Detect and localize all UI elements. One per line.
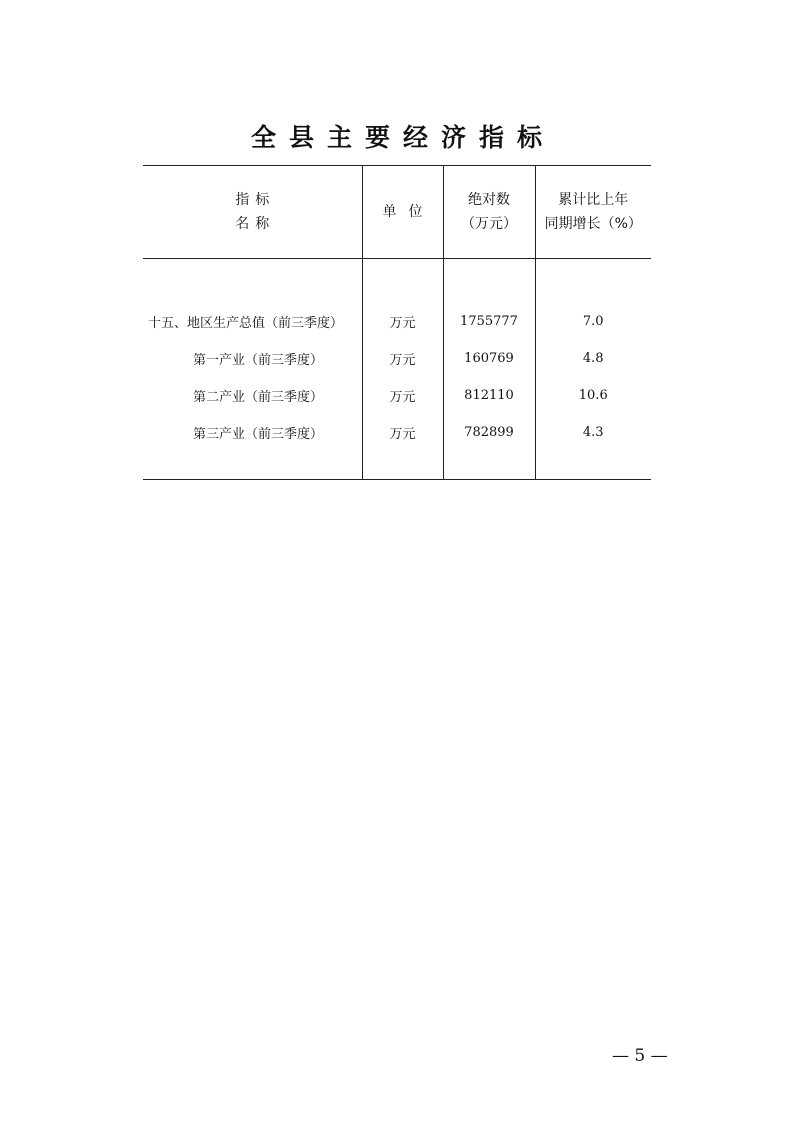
indicator-name: 第一产业（前三季度）: [193, 353, 324, 368]
indicator-name: 十五、地区生产总值（前三季度）: [148, 316, 344, 331]
header-absolute-line2: （万元）: [461, 216, 517, 232]
indicator-unit: 万元: [362, 414, 443, 451]
header-indicator-line1: 指标: [235, 192, 276, 208]
page-number: — 5 —: [612, 1046, 668, 1066]
indicator-value: 812110: [443, 377, 535, 414]
header-absolute-line1: 绝对数: [468, 192, 510, 208]
indicator-name: 第三产业（前三季度）: [193, 427, 324, 442]
header-growth-line1: 累计比上年: [558, 192, 629, 208]
header-indicator-name: [143, 166, 362, 259]
indicator-growth: 4.3: [535, 414, 651, 451]
table-row: [143, 340, 651, 377]
table-row: [143, 303, 651, 340]
header-growth-rate: [535, 166, 651, 259]
indicator-growth: 10.6: [535, 377, 651, 414]
indicator-unit: 万元: [362, 303, 443, 340]
indicator-value: 782899: [443, 414, 535, 451]
header-unit: [362, 166, 443, 259]
table-row: [143, 414, 651, 451]
spacer-row: [143, 259, 651, 304]
indicator-value: 1755777: [443, 303, 535, 340]
indicator-growth: 7.0: [535, 303, 651, 340]
indicator-unit: 万元: [362, 340, 443, 377]
header-indicator-line2: 名称: [235, 216, 276, 232]
indicator-growth: 4.8: [535, 340, 651, 377]
table-header-row: [143, 166, 651, 259]
header-absolute-value: [443, 166, 535, 259]
table-row: [143, 377, 651, 414]
spacer-row: [143, 451, 651, 480]
indicator-value: 160769: [443, 340, 535, 377]
header-growth-line2: 同期增长（%）: [544, 216, 642, 232]
indicator-unit: 万元: [362, 377, 443, 414]
page-title: 全县主要经济指标: [250, 123, 555, 152]
economic-indicators-table: [143, 165, 651, 480]
indicator-name: 第二产业（前三季度）: [193, 390, 324, 405]
header-unit-label: 单位: [382, 204, 435, 220]
